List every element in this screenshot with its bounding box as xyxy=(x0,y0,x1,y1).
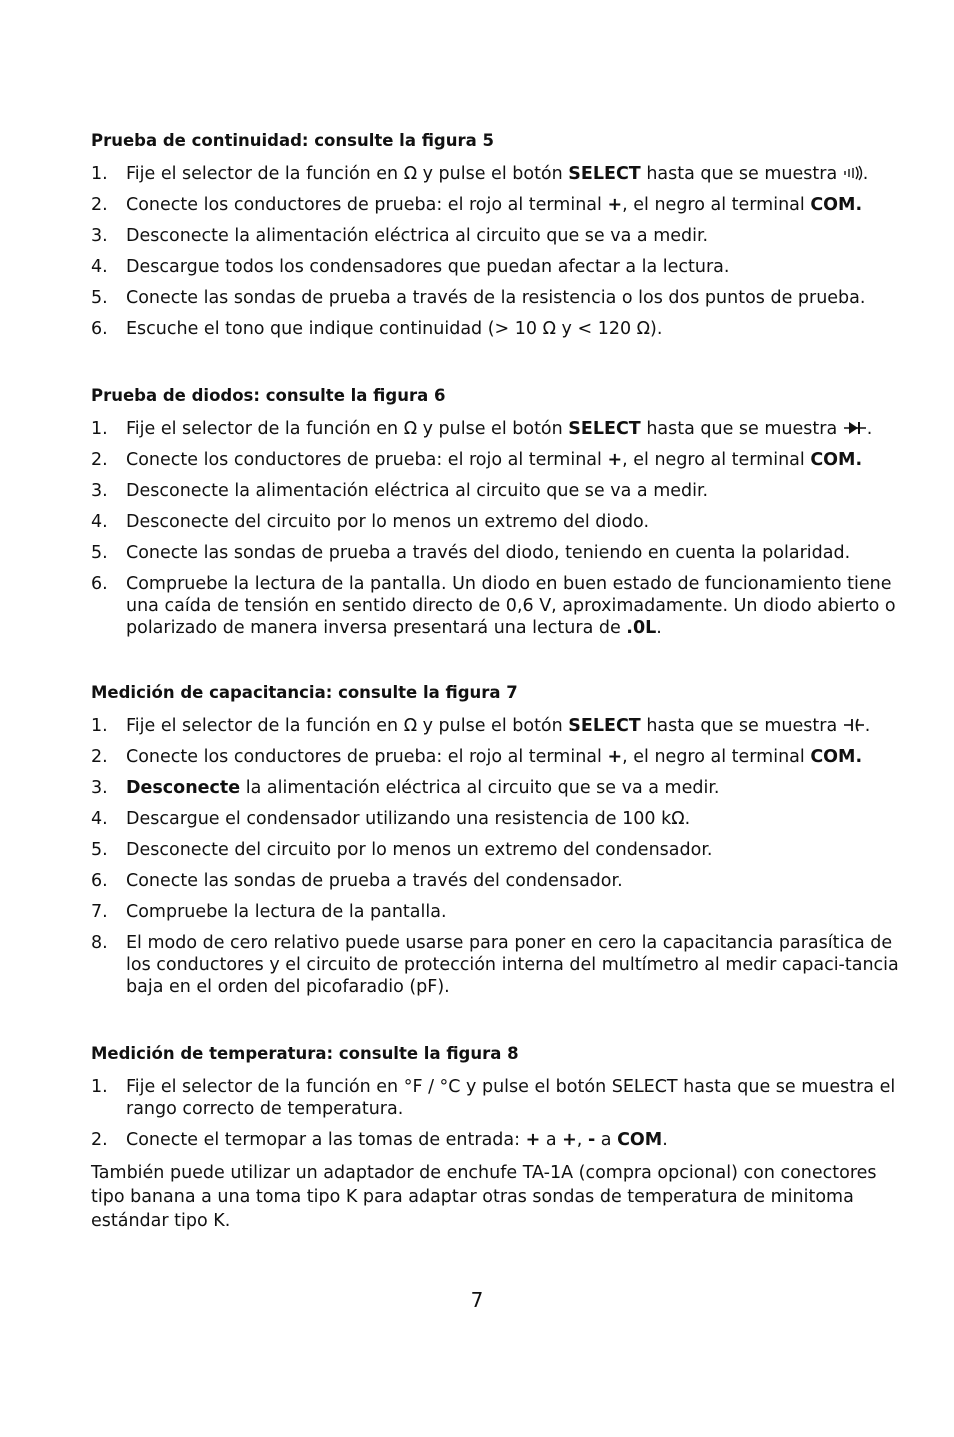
item-text: a xyxy=(540,1130,563,1150)
com-terminal-label: COM xyxy=(617,1130,663,1150)
item-text: la alimentación eléctrica al circuito que se va a medir. xyxy=(240,778,720,798)
item-text: Escuche el tono que indique continuidad (> 10 Ω y < 120 Ω). xyxy=(126,319,663,339)
list-item xyxy=(91,573,906,639)
disconnect-emphasis: Desconecte xyxy=(126,778,241,798)
item-text: . xyxy=(864,716,871,736)
item-number: 6. xyxy=(91,871,108,891)
item-number: 2. xyxy=(91,195,108,215)
continuity-heading: Prueba de continuidad: consulte la figura 5 xyxy=(91,131,494,150)
item-number: 4. xyxy=(91,809,108,829)
ol-reading-label: .0L xyxy=(626,618,657,638)
item-text: Compruebe la lectura de la pantalla. Un diodo en buen estado de funcionamiento tiene una caída de tensión en sentido directo de 0,6 V, aproximadamente. Un diodo abierto o polarizado de manera inversa presentará una lectura de xyxy=(126,574,896,638)
item-text: Conecte el termopar a las tomas de entrada: xyxy=(126,1130,526,1150)
continuity-sound-icon xyxy=(843,165,863,181)
item-number: 1. xyxy=(91,716,108,736)
item-text: a xyxy=(595,1130,618,1150)
com-terminal-label: COM. xyxy=(810,195,863,215)
list-item xyxy=(91,746,906,768)
item-text: Desconecte del circuito por lo menos un extremo del diodo. xyxy=(126,512,650,532)
item-text: , xyxy=(576,1130,588,1150)
item-text: hasta que se muestra xyxy=(640,164,843,184)
item-text: Fije el selector de la función en °F / °C y pulse el botón SELECT hasta que se muestra el rango correcto de temperatura. xyxy=(126,1077,896,1119)
list-item xyxy=(91,194,906,216)
diode-section xyxy=(91,386,906,639)
select-button-label: SELECT xyxy=(568,419,641,439)
item-text: Fije el selector de la función en Ω y pulse el botón xyxy=(126,716,569,736)
item-text: . xyxy=(656,618,662,638)
item-text: . xyxy=(862,164,869,184)
list-item xyxy=(91,901,906,923)
item-number: 2. xyxy=(91,747,108,767)
item-text: Conecte los conductores de prueba: el rojo al terminal xyxy=(126,195,608,215)
item-number: 3. xyxy=(91,481,108,501)
plus-terminal-label: + xyxy=(562,1130,577,1150)
list-item xyxy=(91,449,906,471)
diode-heading: Prueba de diodos: consulte la figura 6 xyxy=(91,386,446,405)
item-text: , el negro al terminal xyxy=(622,195,811,215)
list-item xyxy=(91,932,906,998)
item-text: , el negro al terminal xyxy=(622,747,811,767)
list-item xyxy=(91,287,906,309)
list-item xyxy=(91,777,906,799)
item-number: 2. xyxy=(91,1130,108,1150)
item-number: 6. xyxy=(91,574,108,594)
temperature-section xyxy=(91,1044,906,1151)
continuity-section xyxy=(91,131,906,340)
item-text: hasta que se muestra xyxy=(640,716,843,736)
item-number: 5. xyxy=(91,288,108,308)
item-text: El modo de cero relativo puede usarse para poner en cero la capacitancia parasítica de los conductores y el circuito de protección interna del multímetro al medir capaci-tancia baja en el orden del picofaradio (pF). xyxy=(126,933,899,997)
list-item xyxy=(91,225,906,247)
list-item xyxy=(91,163,906,185)
item-text: Conecte las sondas de prueba a través del condensador. xyxy=(126,871,623,891)
item-text: Compruebe la lectura de la pantalla. xyxy=(126,902,447,922)
item-text: . xyxy=(866,419,873,439)
item-text: Conecte las sondas de prueba a través de la resistencia o los dos puntos de prueba. xyxy=(126,288,866,308)
item-text: Conecte los conductores de prueba: el rojo al terminal xyxy=(126,747,608,767)
minus-label: - xyxy=(587,1130,596,1150)
list-item xyxy=(91,1076,906,1120)
com-terminal-label: COM. xyxy=(810,747,863,767)
item-number: 4. xyxy=(91,512,108,532)
plus-terminal-label: + xyxy=(607,195,623,215)
item-number: 1. xyxy=(91,164,108,184)
item-number: 3. xyxy=(91,226,108,246)
list-item xyxy=(91,256,906,278)
plus-terminal-label: + xyxy=(607,747,623,767)
item-number: 3. xyxy=(91,778,108,798)
item-text: Fije el selector de la función en Ω y pulse el botón xyxy=(126,419,569,439)
item-number: 6. xyxy=(91,319,108,339)
item-number: 4. xyxy=(91,257,108,277)
list-item xyxy=(91,318,906,340)
adapter-paragraph: También puede utilizar un adaptador de enchufe TA-1A (compra opcional) con conectores tipo banana a una toma tipo K para adaptar otras sondas de temperatura de minitoma estándar tipo K. xyxy=(91,1163,877,1231)
list-item xyxy=(91,511,906,533)
list-item xyxy=(91,542,906,564)
item-text: Conecte los conductores de prueba: el rojo al terminal xyxy=(126,450,608,470)
item-number: 5. xyxy=(91,840,108,860)
item-text: . xyxy=(662,1130,668,1150)
com-terminal-label: COM. xyxy=(810,450,863,470)
select-button-label: SELECT xyxy=(568,164,641,184)
item-text: , el negro al terminal xyxy=(622,450,811,470)
item-number: 1. xyxy=(91,419,108,439)
item-text: Descargue todos los condensadores que puedan afectar a la lectura. xyxy=(126,257,730,277)
list-item xyxy=(91,715,906,737)
item-number: 8. xyxy=(91,933,108,953)
item-number: 1. xyxy=(91,1077,108,1097)
item-number: 5. xyxy=(91,543,108,563)
diode-icon xyxy=(843,420,867,436)
capacitance-section xyxy=(91,683,906,998)
page-number: 7 xyxy=(470,1288,484,1312)
item-text: Fije el selector de la función en Ω y pulse el botón xyxy=(126,164,569,184)
select-button-label: SELECT xyxy=(568,716,641,736)
plus-label: + xyxy=(525,1130,541,1150)
item-text: Desconecte la alimentación eléctrica al circuito que se va a medir. xyxy=(126,226,709,246)
item-number: 2. xyxy=(91,450,108,470)
list-item xyxy=(91,480,906,502)
list-item xyxy=(91,418,906,440)
list-item xyxy=(91,808,906,830)
item-text: Conecte las sondas de prueba a través del diodo, teniendo en cuenta la polaridad. xyxy=(126,543,851,563)
capacitance-heading: Medición de capacitancia: consulte la figura 7 xyxy=(91,683,518,702)
item-text: Descargue el condensador utilizando una resistencia de 100 kΩ. xyxy=(126,809,691,829)
item-text: hasta que se muestra xyxy=(640,419,843,439)
item-text: Desconecte la alimentación eléctrica al circuito que se va a medir. xyxy=(126,481,709,501)
list-item xyxy=(91,1129,906,1151)
item-number: 7. xyxy=(91,902,108,922)
item-text: Desconecte del circuito por lo menos un extremo del condensador. xyxy=(126,840,713,860)
plus-terminal-label: + xyxy=(607,450,623,470)
list-item xyxy=(91,839,906,861)
list-item xyxy=(91,870,906,892)
capacitor-icon xyxy=(843,717,865,733)
temperature-heading: Medición de temperatura: consulte la figura 8 xyxy=(91,1044,519,1063)
